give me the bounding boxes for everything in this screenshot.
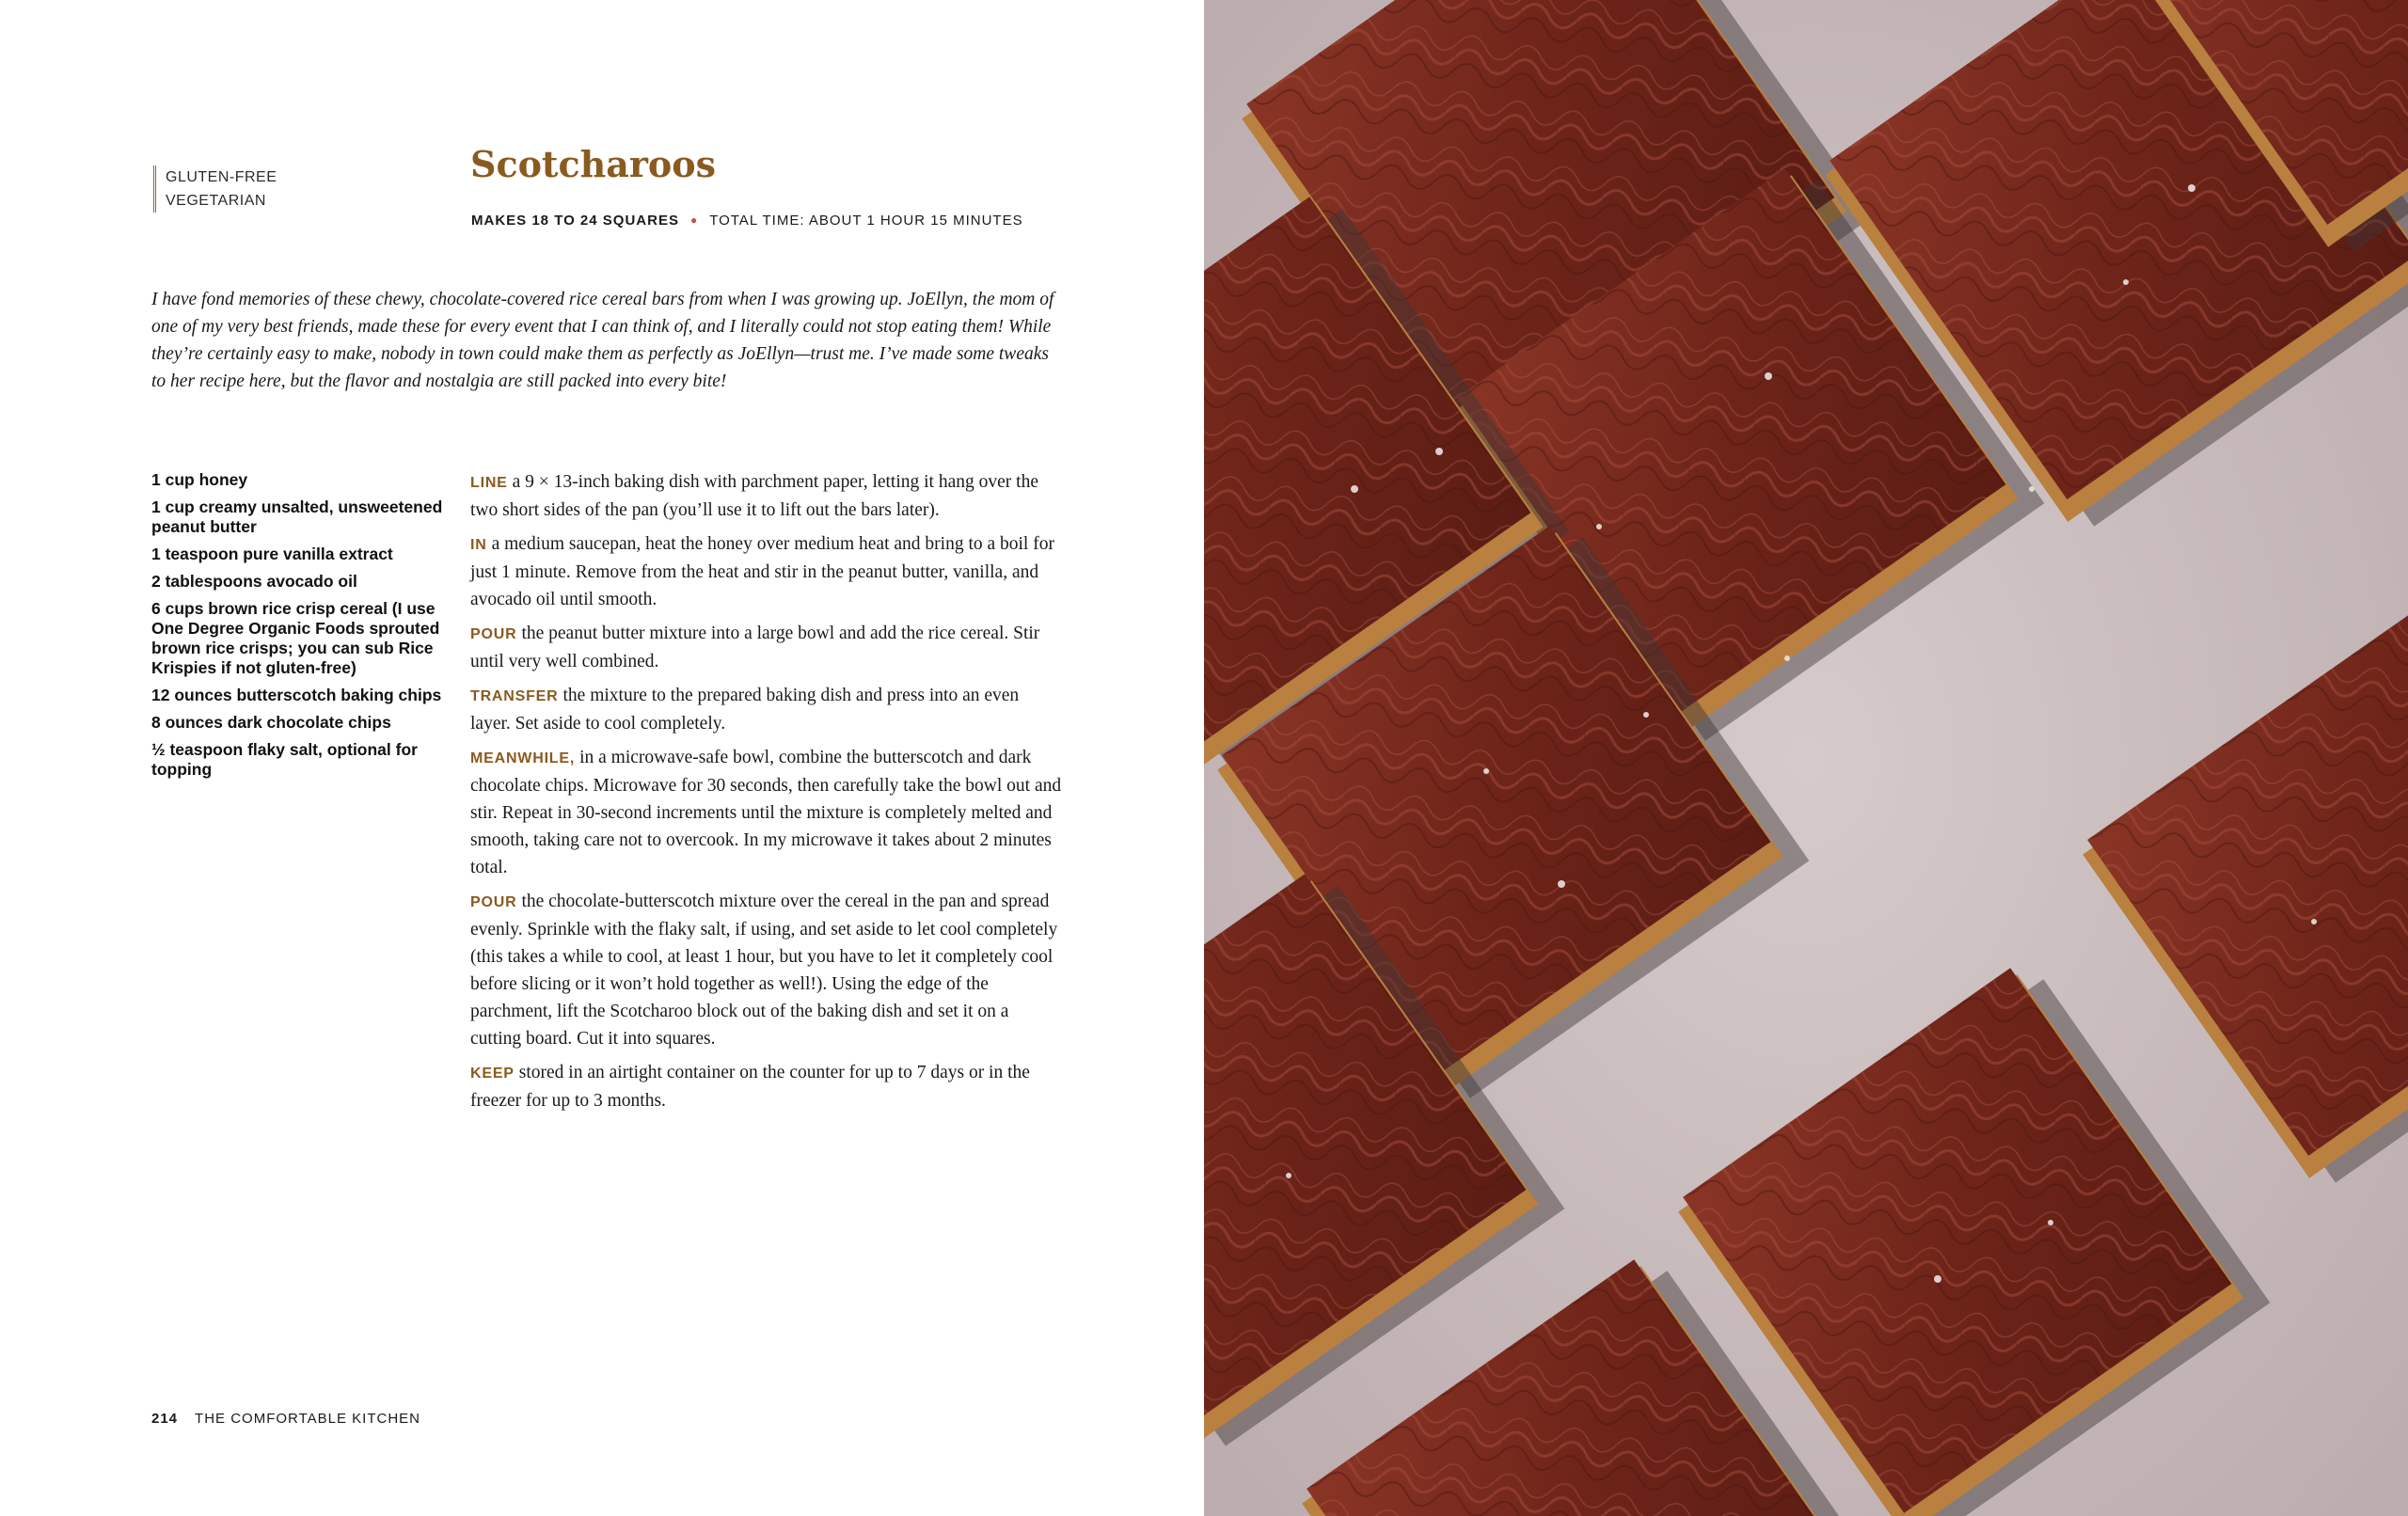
step-keyword: MEANWHILE, <box>470 750 576 766</box>
step-text: the chocolate-butterscotch mixture over the cereal in the pan and spread evenly. Sprinkle with the flaky salt, if using, and set aside to let cool completely (this takes a while to cool, at least 1 hour, but you have to let it completely cool before slicing or it won’t hold together as well!). Using the edge of the parchment, lift the Scotcharoo block out of the baking dish and set it on a cutting board. Cut it into squares. <box>470 892 1058 1049</box>
step-keep <box>470 1059 1063 1114</box>
book-title: THE COMFORTABLE KITCHEN <box>195 1411 420 1427</box>
step-text: a 9 × 13-inch baking dish with parchment paper, letting it hang over the two short sides of the pan (you’ll use it to lift out the bars later). <box>470 472 1038 520</box>
recipe-meta <box>471 213 1023 229</box>
ingredient-item: 2 tablespoons avocado oil <box>151 572 357 591</box>
step-pour-chocolate <box>470 888 1063 1052</box>
step-text: the peanut butter mixture into a large bowl and add the rice cereal. Stir until very well combined. <box>470 624 1040 671</box>
step-line <box>470 468 1063 524</box>
dietary-tags <box>153 166 277 213</box>
step-keyword: TRANSFER <box>470 688 559 704</box>
page-number: 214 <box>151 1411 179 1427</box>
step-pour <box>470 620 1063 675</box>
step-keyword: POUR <box>470 894 517 910</box>
ingredient-item: 1 cup creamy unsalted, unsweetened peanut butter <box>151 497 443 536</box>
step-keyword: LINE <box>470 475 508 491</box>
recipe-title: Scotcharoos <box>470 143 716 185</box>
yield: MAKES 18 TO 24 SQUARES <box>471 213 679 229</box>
tag-gluten-free: GLUTEN-FREE <box>166 169 277 185</box>
bullet-dot: ● <box>689 213 699 227</box>
ingredient-list <box>151 470 443 787</box>
ingredient-item: 12 ounces butterscotch baking chips <box>151 686 442 704</box>
page-footer <box>151 1411 420 1427</box>
ingredient-item: 1 cup honey <box>151 470 248 489</box>
scotcharoos-photo <box>1204 0 2408 1516</box>
ingredient-item: ½ teaspoon flaky salt, optional for topping <box>151 740 418 779</box>
tag-vegetarian: VEGETARIAN <box>166 193 266 209</box>
step-transfer <box>470 682 1063 737</box>
total-time: TOTAL TIME: ABOUT 1 HOUR 15 MINUTES <box>709 213 1023 229</box>
step-in <box>470 530 1063 613</box>
ingredient-item: 1 teaspoon pure vanilla extract <box>151 545 393 563</box>
step-keyword: KEEP <box>470 1066 515 1082</box>
step-keyword: IN <box>470 537 487 553</box>
right-page-photo <box>1204 0 2408 1516</box>
step-text: in a microwave-safe bowl, combine the butterscotch and dark chocolate chips. Microwave for 30 seconds, then carefully take the bowl out and stir. Repeat in 30-second increments until the mixture is completely melted and smooth, taking care not to overcook. In my microwave it takes about 2 minutes total. <box>470 748 1062 877</box>
step-text: the mixture to the prepared baking dish and press into an even layer. Set aside to cool completely. <box>470 686 1020 734</box>
step-keyword: POUR <box>470 626 517 642</box>
step-meanwhile <box>470 744 1063 881</box>
step-text: stored in an airtight container on the counter for up to 7 days or in the freezer for up to 3 months. <box>470 1063 1030 1111</box>
ingredient-item: 6 cups brown rice crisp cereal (I use One Degree Organic Foods sprouted brown rice crisps; you can sub Rice Krispies if not gluten-free) <box>151 599 440 677</box>
intro-paragraph: I have fond memories of these chewy, chocolate-covered rice cereal bars from when I was growing up. JoEllyn, the mom of one of my very best friends, made these for every event that I can think of, and I literally could not stop eating them! While they’re certainly easy to make, nobody in town could make them as perfectly as JoEllyn—trust me. I’ve made some tweaks to her recipe here, but the flavor and nostalgia are still packed into every bite! <box>151 290 1054 391</box>
method-steps <box>470 468 1063 1121</box>
ingredient-item: 8 ounces dark chocolate chips <box>151 713 391 732</box>
step-text: a medium saucepan, heat the honey over medium heat and bring to a boil for just 1 minute. Remove from the heat and stir in the peanut butter, vanilla, and avocado oil until smooth. <box>470 534 1054 609</box>
